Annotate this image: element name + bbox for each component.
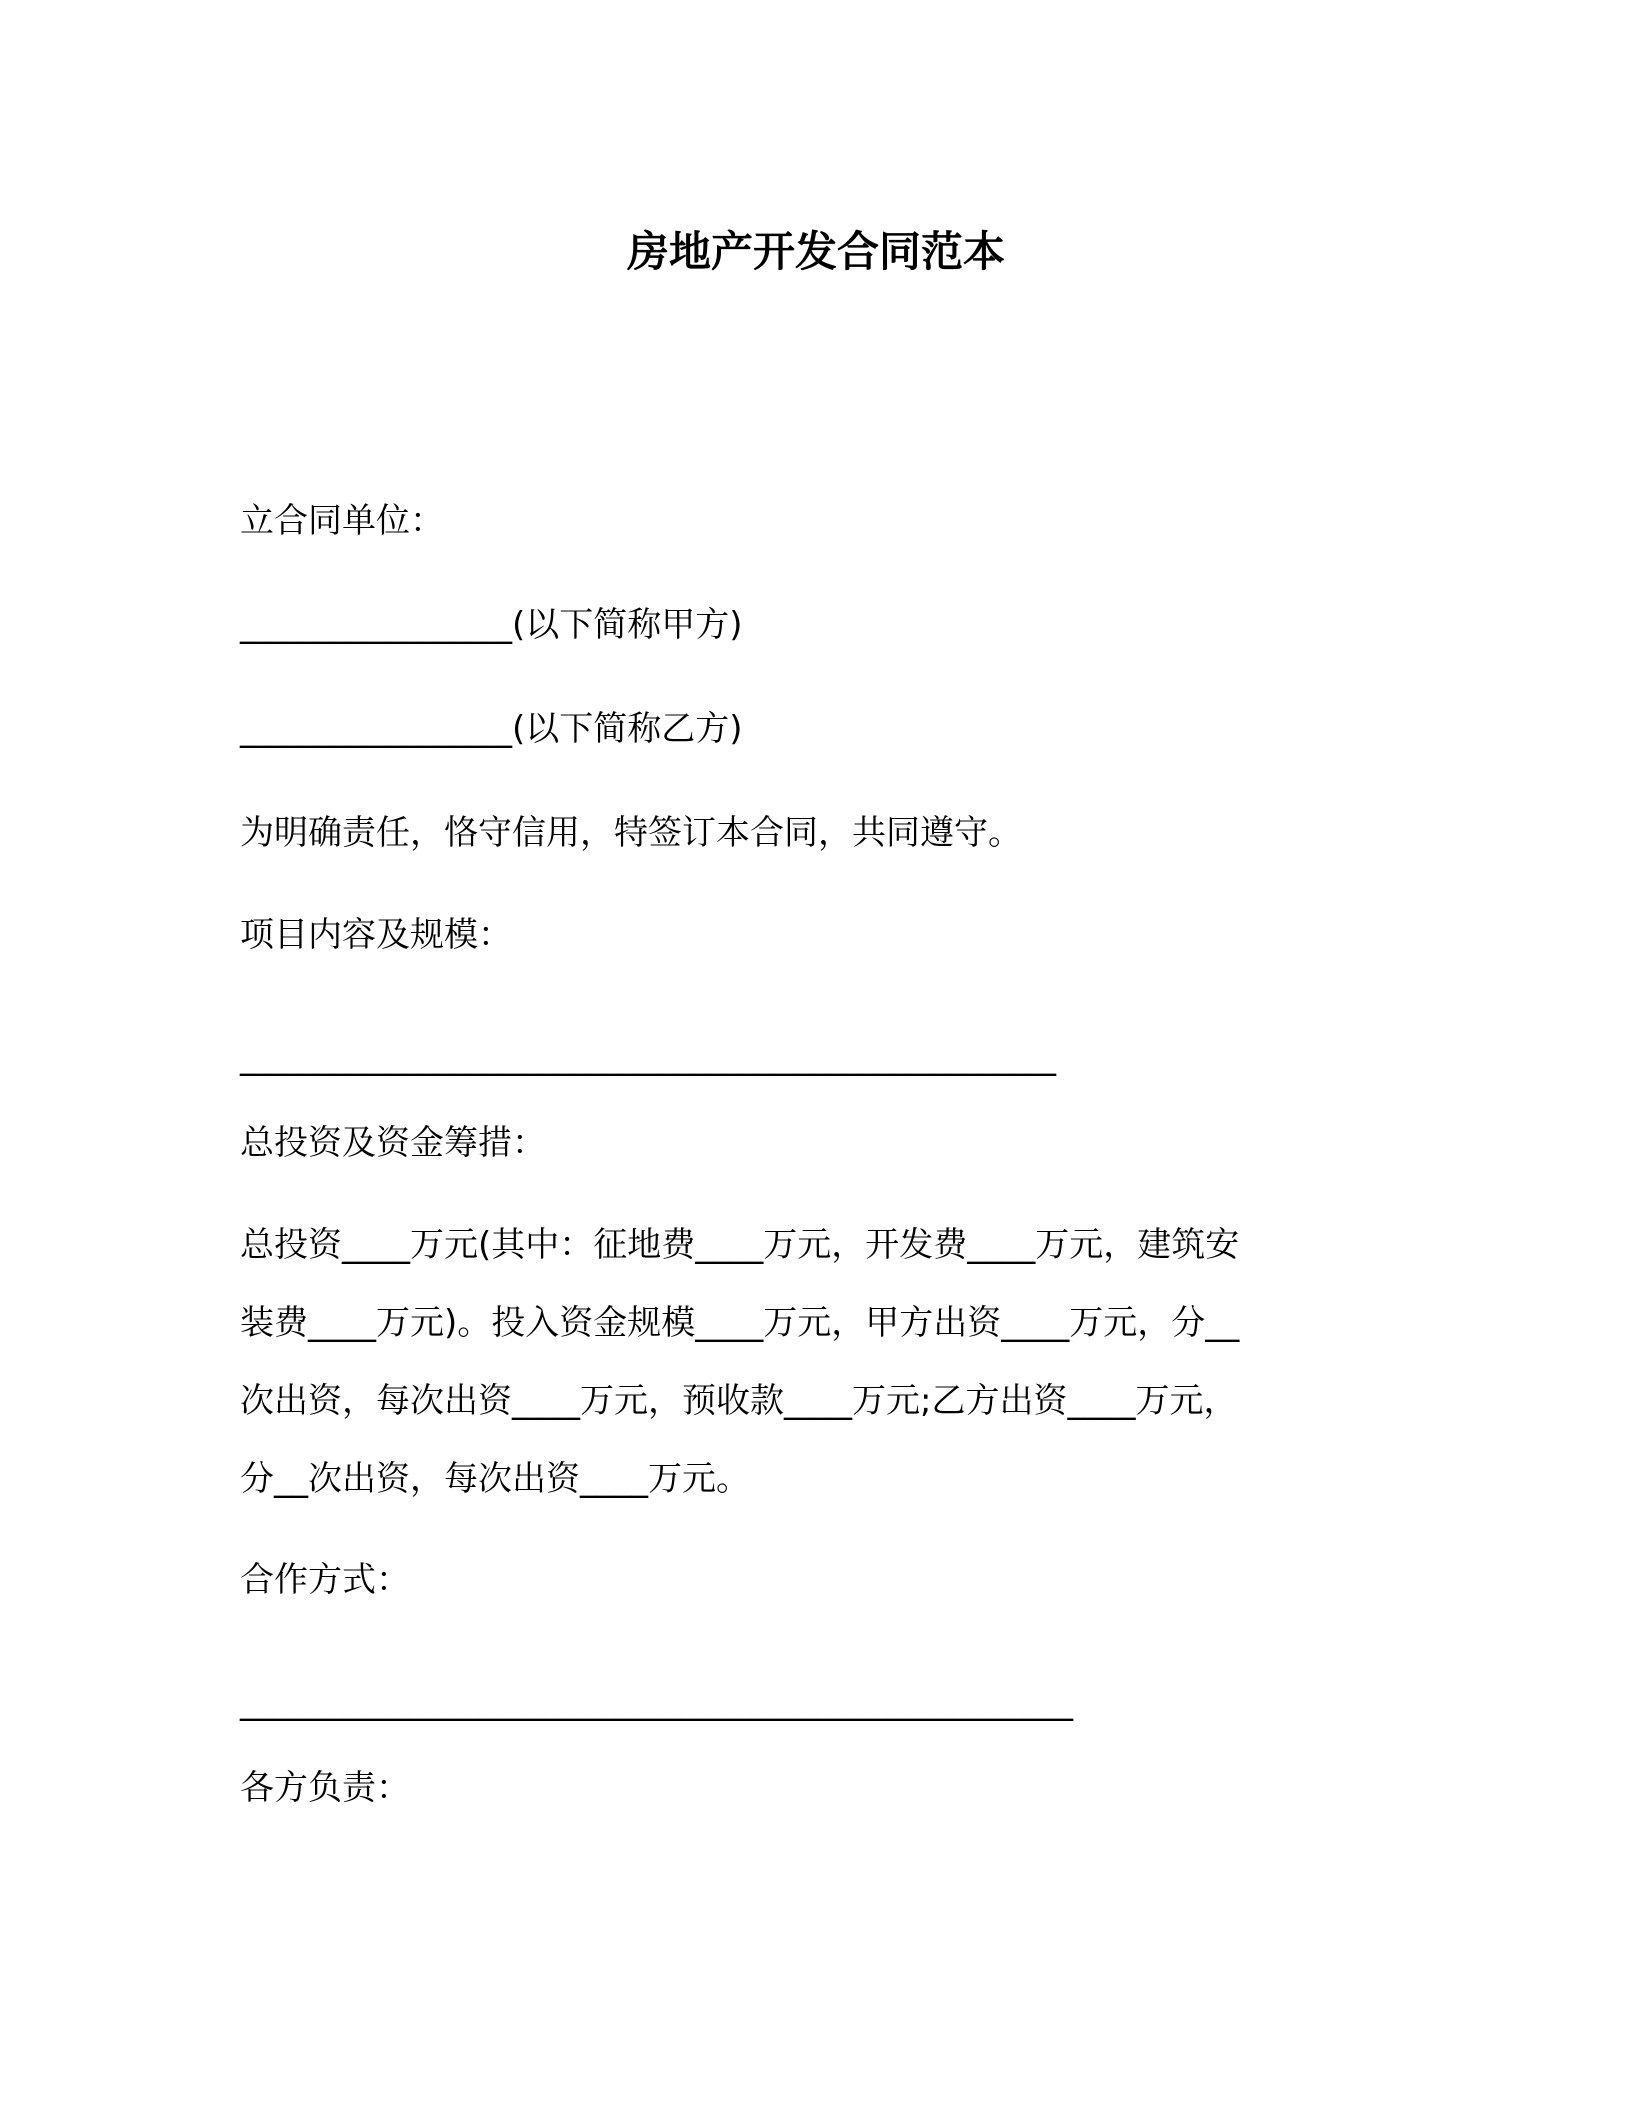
- investment-line: 装费____万元)。投入资金规模____万元，甲方出资____万元，分__: [240, 1303, 1240, 1343]
- party-b-line: ________________(以下简称乙方): [240, 709, 743, 749]
- cooperation-blank-line: _________________________________________________: [240, 1682, 1073, 1722]
- project-heading: 项目内容及规模：: [240, 915, 512, 955]
- investment-line: 次出资，每次出资____万元，预收款____万元;乙方出资____万元，: [240, 1381, 1238, 1421]
- investment-line: 总投资____万元(其中：征地费____万元，开发费____万元，建筑安: [240, 1225, 1240, 1265]
- project-blank-line: ________________________________________________: [240, 1037, 1056, 1077]
- investment-line: 分__次出资，每次出资____万元。: [240, 1459, 750, 1499]
- responsibility-heading: 各方负责：: [240, 1768, 410, 1808]
- preamble-text: 为明确责任，恪守信用，特签订本合同，共同遵守。: [240, 813, 1022, 853]
- parties-label: 立合同单位：: [240, 501, 444, 541]
- document-title: 房地产开发合同范本: [626, 227, 1005, 276]
- investment-paragraph: [240, 1220, 1360, 1532]
- party-a-line: ________________(以下简称甲方): [240, 605, 743, 645]
- cooperation-heading: 合作方式：: [240, 1560, 410, 1600]
- investment-heading: 总投资及资金筹措：: [240, 1123, 546, 1163]
